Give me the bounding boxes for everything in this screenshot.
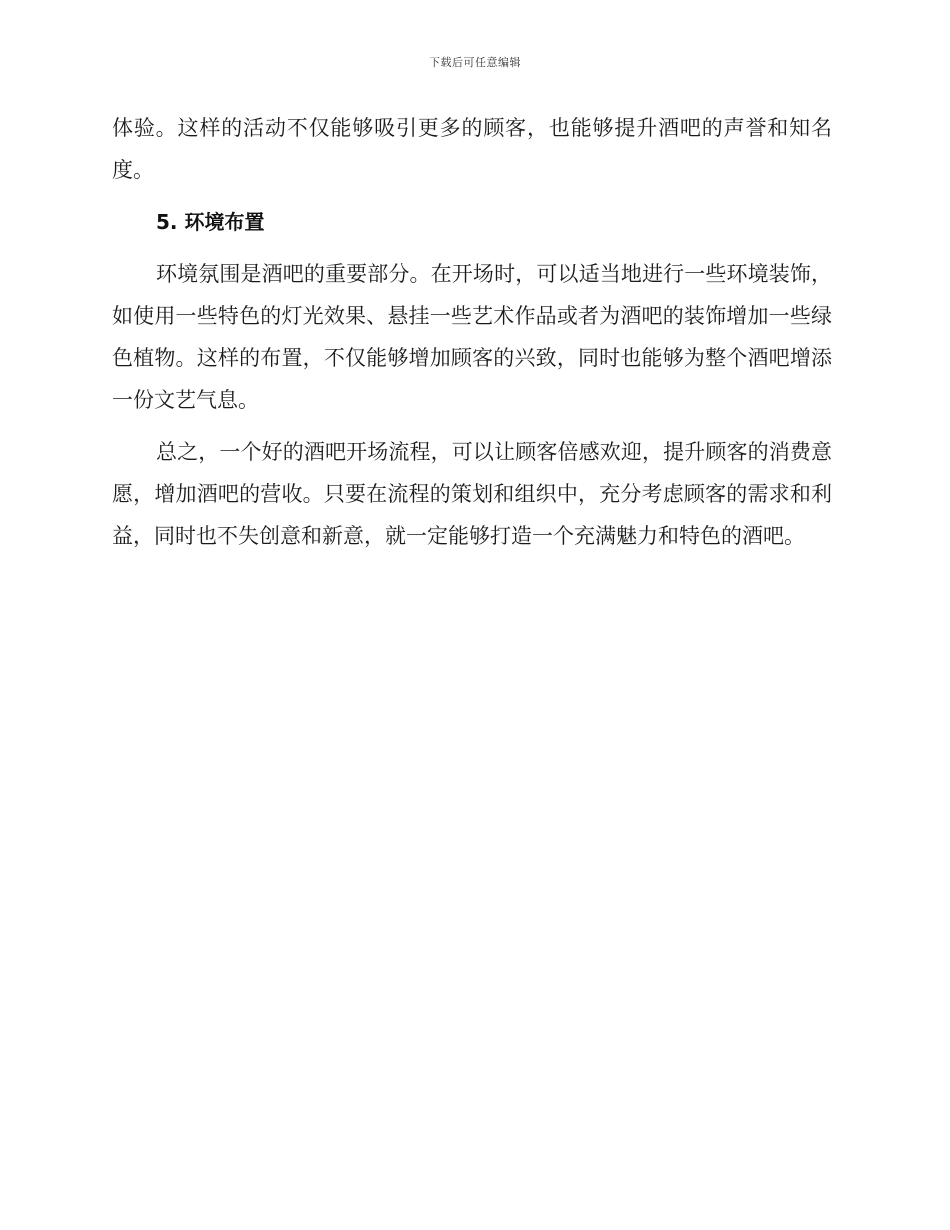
paragraph-continuation: 体验。这样的活动不仅能够吸引更多的顾客，也能够提升酒吧的声誉和知名度。 (112, 116, 832, 182)
section-heading: 5. 环境布置 (156, 210, 265, 234)
document-body (112, 107, 832, 557)
page-header-note: 下载后可任意编辑 (429, 56, 521, 69)
paragraph-summary: 总之，一个好的酒吧开场流程，可以让顾客倍感欢迎，提升顾客的消费意愿，增加酒吧的营收。只要在流程的策划和组织中，充分考虑顾客的需求和利益，同时也不失创意和新意，就一定能够打造一个充满魅力和特色的酒吧。 (112, 440, 832, 548)
paragraph-environment: 环境氛围是酒吧的重要部分。在开场时，可以适当地进行一些环境装饰，如使用一些特色的灯光效果、悬挂一些艺术作品或者为酒吧的装饰增加一些绿色植物。这样的布置，不仅能够增加顾客的兴致，同时也能够为整个酒吧增添一份文艺气息。 (112, 262, 832, 412)
